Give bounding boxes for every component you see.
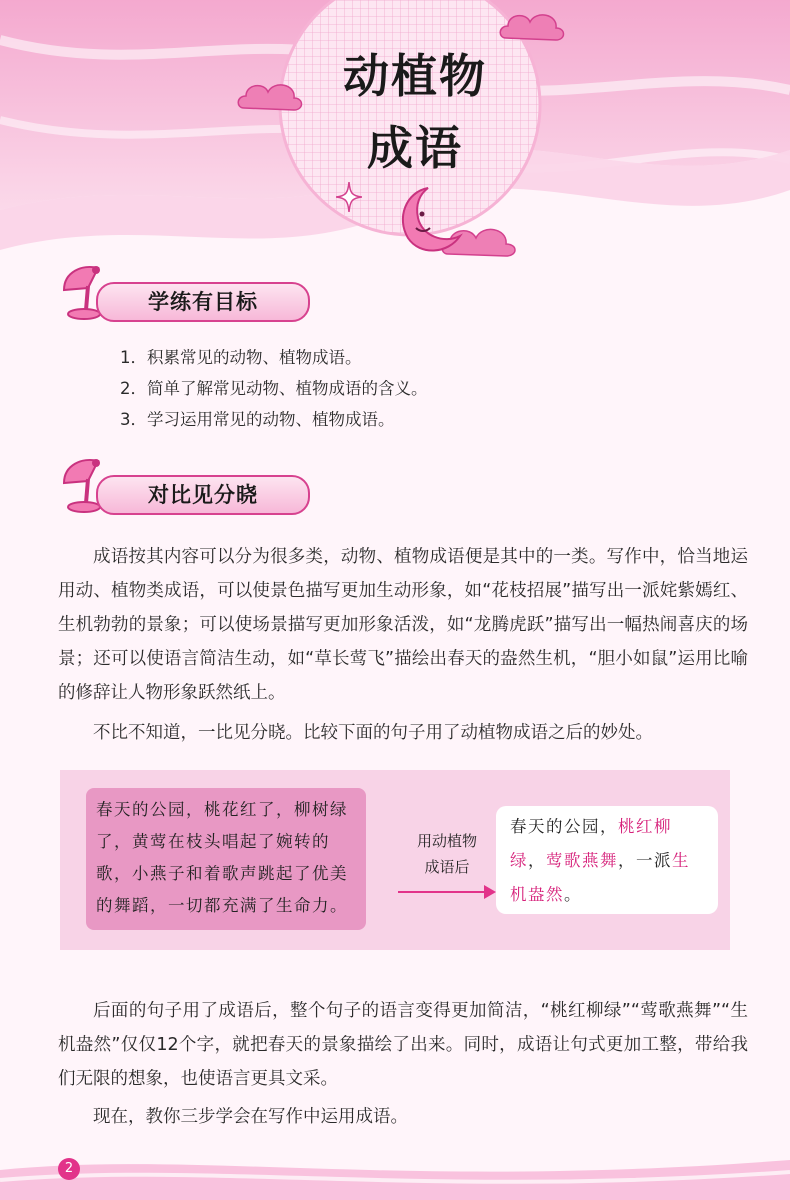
- cloud-icon: [236, 76, 306, 114]
- page-number: 2: [58, 1158, 80, 1180]
- after-text: ，: [528, 851, 546, 870]
- paragraph: 现在，教你三步学会在写作中运用成语。: [93, 1107, 408, 1127]
- title-line-2: 成语: [367, 121, 463, 175]
- intro-text: [58, 540, 748, 750]
- paragraph: 不比不知道，一比见分晓。比较下面的句子用了动植物成语之后的妙处。: [93, 723, 653, 743]
- footer-background: [0, 1140, 790, 1200]
- paragraph: 成语按其内容可以分为很多类，动物、植物成语便是其中的一类。写作中，恰当地运用动、植物类成语，可以使景色描写更加生动形象，如“花枝招展”描写出一派姹紫嫣红、生机勃勃的景象；可以使场景描写更加形象活泼，如“龙腾虎跃”描写出一幅热闹喜庆的场景；还可以使语言简洁生动，如“草长莺飞”描绘出春天的盎然生机，“胆小如鼠”运用比喻的修辞让人物形象跃然纸上。: [58, 547, 748, 703]
- goals-list: [120, 342, 428, 435]
- arrow-caption-line-2: 成语后: [424, 858, 470, 876]
- arrow-caption: [402, 828, 492, 880]
- list-item: 3．学习运用常见的动物、植物成语。: [120, 410, 395, 429]
- idiom-highlight: 莺歌燕舞: [546, 851, 618, 870]
- section-label-compare: 对比见分晓: [96, 475, 310, 515]
- closing-text: [58, 994, 748, 1134]
- after-text: ，一派: [618, 851, 672, 870]
- moon-icon: [388, 184, 468, 256]
- list-item: 1．积累常见的动物、植物成语。: [120, 348, 362, 367]
- cloud-icon: [498, 8, 568, 44]
- page-title: [300, 40, 530, 184]
- title-line-1: 动植物: [343, 49, 487, 103]
- original-sentence-box: 春天的公园，桃花红了，柳树绿了，黄莺在枝头唱起了婉转的歌，小燕子和着歌声跳起了优美的舞蹈，一切都充满了生命力。: [86, 788, 366, 930]
- list-item: 2．简单了解常见动物、植物成语的含义。: [120, 379, 428, 398]
- idiom-highlight: 生机盎然: [510, 851, 690, 904]
- arrow-right-icon: [398, 884, 498, 900]
- sparkle-icon: [336, 182, 362, 212]
- idiom-highlight: 桃红柳绿: [510, 817, 672, 870]
- arrow-caption-line-1: 用动植物: [416, 832, 477, 850]
- after-text: 。: [564, 885, 582, 904]
- paragraph: 后面的句子用了成语后，整个句子的语言变得更加简洁，“桃红柳绿”“莺歌燕舞”“生机盎然”仅仅12个字，就把春天的景象描绘了出来。同时，成语让句式更加工整，带给我们无限的想象，也使语言更具文采。: [58, 1001, 748, 1089]
- section-label-goals: 学练有目标: [96, 282, 310, 322]
- rewritten-sentence-box: [496, 806, 718, 914]
- after-text: 春天的公园，: [510, 817, 618, 836]
- comparison-panel: [60, 770, 730, 950]
